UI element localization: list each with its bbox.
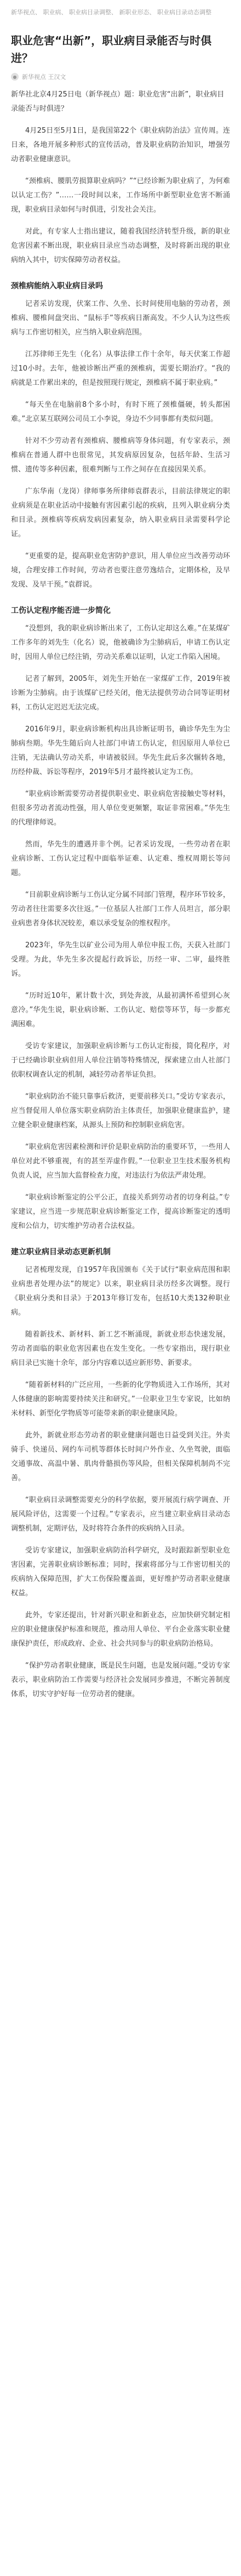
tag[interactable]: 新职业形态 [119, 9, 150, 16]
byline-source: 新华视点 [22, 73, 46, 81]
paragraph: 然而，华先生的遭遇并非个例。记者采访发现，一些劳动者在职业病诊断、工伤认定过程中面临举证难、认定难、维权周期长等问题。 [11, 840, 230, 877]
paragraph: “随着新材料的广泛应用，一些新的化学物质进入工作场所，其对人体健康的影响需要持续关注和研究。”一位职业卫生专家说，比如纳米材料、新型化学物质等可能带来新的职业健康风险。 [11, 1381, 230, 1418]
tag[interactable]: 职业病目录动态调整 [157, 9, 211, 16]
paragraph: “职业病防治不能只靠事后救济，更要前移关口。”受访专家表示，应当督促用人单位落实职业病防治主体责任，加强职业健康监护，建立健全职业健康档案，从源头上预防和控制职业病危害。 [11, 1093, 230, 1129]
tag[interactable]: 职业病目录调整 [69, 9, 111, 16]
paragraph: “没想到，我的职业病诊断出来了，工伤认定却这么难。”在某煤矿工作多年的刘先生（化名）说，他被确诊为尘肺病后，申请工伤认定时，因用人单位已经注销，劳动关系难以证明，认定工作陷入困境。 [11, 624, 230, 661]
paragraph: “目前职业病诊断与工伤认定分属不同部门管理，程序环节较多，劳动者往往需要多次往返。”一位基层人社部门工作人员坦言，部分职业病患者身体状况较差，难以承受复杂的维权程序。 [11, 891, 230, 928]
byline-author: 王汉文 [48, 73, 66, 81]
tag[interactable]: 职业病 [43, 9, 61, 16]
article-title: 职业危害“出新”，职业病目录能否与时俱进？ [11, 34, 212, 65]
paragraph: 随着新技术、新材料、新工艺不断涌现，新就业形态快速发展，劳动者面临的职业危害因素也在发生变化。一些专家指出，现行职业病目录已实施十余年，部分内容难以适应新形势、新要求。 [11, 1330, 230, 1367]
paragraph: 江苏律师王先生（化名）从事法律工作十余年，每天伏案工作超过10小时。去年，他被诊断出严重的颈椎病，需要长期治疗。“我的病就是工作累出来的，但是按照现行规定，颈椎病不属于职业病。” [11, 350, 230, 387]
paragraph: “颈椎病、腰肌劳损算职业病吗？”“已经诊断为职业病了，为何难以认定工伤？”……一段时间以来，工作场所中新型职业危害不断涌现，职业病目录如何与时俱进，引发社会关注。 [11, 177, 230, 214]
paragraph: 2023年，华先生以矿业公司为用人单位申报工伤，天获入社部门受理。为此，华先生多次提起行政诉讼，历经一审、二审，最终胜诉。 [11, 941, 230, 978]
paragraph: “职业病目录调整需要充分的科学依据，要开展流行病学调查、开展风险评估，这需要一个过程。”专家表示，应当建立职业病目录动态调整机制，定期评估，及时将符合条件的疾病纳入目录。 [11, 1496, 230, 1533]
paragraph: 记者梳理发现，自1957年我国颁布《关于试行“职业病范围和职业病患者处理办法”的规定》以来，职业病目录历经多次调整。现行《职业病分类和目录》于2013年修订发布，包括10大类132种职业病。 [11, 1266, 230, 1317]
paragraph: “职业病危害因素检测和评价是职业病防治的重要环节，一些用人单位对此不够重视，有的甚至弄虚作假。”一位职业卫生技术服务机构负责人说，应当加大监督检查力度，对违法行为依法严肃处理。 [11, 1143, 230, 1180]
paragraph: 记者采访发现，伏案工作、久坐、长时间使用电脑的劳动者，颈椎病、腰椎间盘突出、“鼠标手”等疾病日渐高发。不少人认为这些疾病与工作密切相关，应当纳入职业病范围。 [11, 300, 230, 337]
paragraph: “职业病诊断需要劳动者提供职业史、职业病危害接触史等材料，但很多劳动者流动性强，用人单位变更频繁，取证非常困难。”华先生的代理律师说。 [11, 790, 230, 827]
paragraph: 针对不少劳动者有颈椎病、腰椎病等身体问题，有专家表示，颈椎病在普通人群中也很常见，其发病原因复杂，包括年龄、生活习惯、遗传等多种因素，很难判断与工作之间存在直接因果关系。 [11, 437, 230, 474]
paragraph: 记者了解到，2005年，刘先生开始在一家煤矿工作，2019年被诊断为尘肺病。由于该煤矿已经关闭，他无法提供劳动合同等证明材料，工伤认定迟迟无法完成。 [11, 675, 230, 712]
paragraph: “更重要的是，提高职业危害防护意识，用人单位应当改善劳动环境，合理安排工作时间，劳动者也要注意劳逸结合，定期体检，及早发现、及早干预。”袁群说。 [11, 552, 230, 589]
article-body [11, 124, 230, 1702]
paragraph: 此外，新就业形态劳动者的职业健康问题也日益受到关注。外卖骑手、快递员、网约车司机等群体长时间户外作业、久坐驾驶，面临交通事故、高温中暑、肌肉骨骼损伤等风险，但相关保障机制尚不完善。 [11, 1431, 230, 1482]
paragraph: 广东华南（龙岗）律师事务所律师袁群表示，目前法律规定的职业病须是在职业活动中接触有害因素引起的疾病，且列入职业病分类和目录。颈椎病等疾病发病因素复杂，纳入职业病目录需要科学论证。 [11, 487, 230, 538]
section-heading: 颈椎病能纳入职业病目录吗 [11, 282, 103, 291]
article-lede: 新华社北京4月25日电（新华视点）题：职业危害“出新”，职业病目录能否与时俱进？ [11, 90, 225, 113]
source-icon: ● [11, 73, 19, 81]
paragraph: “历时近10年，累计数十次，到处奔波，从最初满怀希望到心灰意冷。”华先生说，职业病诊断、工伤认定、赔偿等环节，每一步都充满困难。 [11, 992, 230, 1028]
paragraph: 此外，专家还提出，针对新兴职业和新业态，应加快研究制定相应的职业健康保护标准和规范，推动用人单位、平台企业落实职业健康保护责任，形成政府、企业、社会共同参与的职业病防治格局。 [11, 1611, 230, 1648]
paragraph: “每天坐在电脑前8个多小时，有时下班了颈椎僵硬，转头都困难。”北京某互联网公司员工小李说，身边不少同事都有类似问题。 [11, 401, 230, 423]
paragraph: “保护劳动者职业健康，既是民生问题，也是发展问题。”受访专家表示，职业病防治工作需要与经济社会发展同步推进，不断完善制度体系，切实守护好每一位劳动者的健康。 [11, 1662, 230, 1698]
tag[interactable]: 新华视点 [11, 9, 35, 16]
paragraph: 2016年9月，职业病诊断机构出具诊断证明书，确诊华先生为尘肺病叁期。华先生随后向人社部门申请工伤认定，但因原用人单位已注销，无法确认劳动关系，申请被驳回。华先生此后多次辗转各地，历经仲裁、诉讼等程序，2019年5月才最终被认定为工伤。 [11, 725, 230, 776]
tag-list: 新华视点、 职业病、 职业病目录调整、 新职业形态、 职业病目录动态调整 [11, 9, 211, 16]
byline [11, 72, 230, 81]
section-heading: 建立职业病目录动态更新机制 [11, 1248, 111, 1256]
paragraph: 受访专家建议，加强职业病诊断与工伤认定衔接，简化程序，对于已经确诊职业病但用人单位注销等特殊情况，探索建立由人社部门依职权调查认定的机制，减轻劳动者举证负担。 [11, 1042, 230, 1079]
paragraph: 受访专家建议，加强职业病防治科学研究，及时跟踪新型职业危害因素，完善职业病诊断标准；同时，探索将部分与工作密切相关的疾病纳入保障范围，扩大工伤保险覆盖面，更好维护劳动者职业健康权益。 [11, 1546, 230, 1597]
paragraph: 4月25日至5月1日，是我国第22个《职业病防治法》宣传周。连日来，各地开展多种形式的宣传活动，普及职业病防治知识，增强劳动者职业健康意识。 [11, 127, 230, 163]
paragraph: “职业病诊断鉴定的公平公正，直接关系到劳动者的切身利益。”专家建议，应当进一步规范职业病诊断鉴定工作，提高诊断鉴定的透明度和公信力，切实维护劳动者合法权益。 [11, 1193, 230, 1230]
paragraph: 对此，有专家人士指出建议，随着我国经济转型升级，新的职业危害因素不断出现，职业病目录应当动态调整，及时将新出现的职业病纳入其中，切实保障劳动者权益。 [11, 228, 230, 264]
section-heading: 工伤认定程序能否进一步简化 [11, 606, 111, 615]
